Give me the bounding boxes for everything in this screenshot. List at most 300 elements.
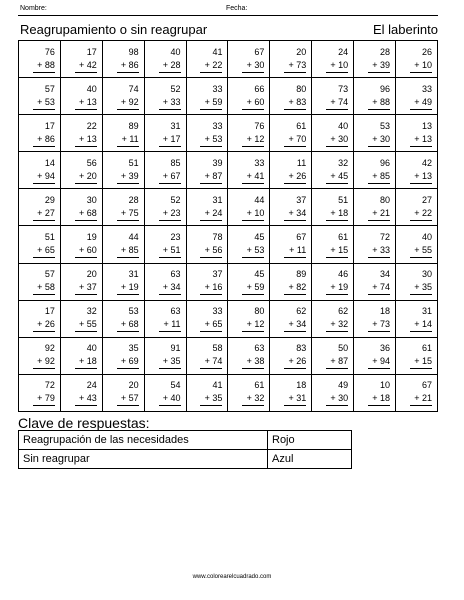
addition-problem xyxy=(75,120,97,147)
addition-problem xyxy=(368,342,390,369)
addition-problem xyxy=(159,83,181,110)
maze-cell[interactable] xyxy=(102,300,144,337)
maze-cell[interactable] xyxy=(186,226,228,263)
addend-top: 62 xyxy=(338,306,349,317)
addend-bottom: + 85 xyxy=(368,170,390,184)
addition-problem xyxy=(117,268,139,295)
addition-problem xyxy=(159,157,181,184)
addend-top: 67 xyxy=(421,380,432,391)
addend-top: 76 xyxy=(44,46,55,57)
maze-cell[interactable] xyxy=(270,78,312,115)
maze-cell[interactable] xyxy=(102,337,144,374)
addend-bottom: + 70 xyxy=(284,133,306,147)
addition-problem xyxy=(159,342,181,369)
grid-row xyxy=(19,263,438,300)
addend-top: 32 xyxy=(86,306,97,317)
addend-top: 27 xyxy=(421,194,432,205)
maze-cell[interactable] xyxy=(19,374,61,411)
addition-problem xyxy=(117,342,139,369)
addend-bottom: + 88 xyxy=(33,59,55,73)
addition-problem xyxy=(242,120,264,147)
addend-bottom: + 51 xyxy=(159,244,181,258)
maze-cell[interactable] xyxy=(396,300,438,337)
addend-top: 37 xyxy=(212,269,223,280)
addend-top: 73 xyxy=(338,83,349,94)
addition-problem xyxy=(326,194,348,221)
addition-problem xyxy=(242,342,264,369)
maze-cell[interactable] xyxy=(228,374,270,411)
addend-top: 53 xyxy=(380,120,391,131)
maze-cell[interactable] xyxy=(19,226,61,263)
maze-cell[interactable] xyxy=(396,226,438,263)
maze-cell[interactable] xyxy=(144,41,186,78)
maze-cell[interactable] xyxy=(186,337,228,374)
maze-cell[interactable] xyxy=(19,263,61,300)
maze-cell[interactable] xyxy=(186,152,228,189)
maze-cell[interactable] xyxy=(144,263,186,300)
maze-cell[interactable] xyxy=(60,115,102,152)
addend-top: 51 xyxy=(338,194,349,205)
addend-bottom: + 74 xyxy=(326,96,348,110)
maze-cell[interactable] xyxy=(354,152,396,189)
maze-cell[interactable] xyxy=(228,115,270,152)
addend-bottom: + 87 xyxy=(326,355,348,369)
addend-bottom: + 41 xyxy=(242,170,264,184)
addition-problem xyxy=(200,231,222,258)
addend-top: 23 xyxy=(170,232,181,243)
addend-bottom: + 68 xyxy=(117,318,139,332)
maze-cell[interactable] xyxy=(186,263,228,300)
addend-bottom: + 59 xyxy=(242,281,264,295)
maze-cell[interactable] xyxy=(19,152,61,189)
addition-problem xyxy=(368,379,390,406)
addend-top: 11 xyxy=(296,157,307,168)
maze-cell[interactable] xyxy=(270,263,312,300)
addend-bottom: + 34 xyxy=(284,318,306,332)
addend-top: 72 xyxy=(44,380,55,391)
addition-problem xyxy=(410,342,432,369)
addition-problem xyxy=(117,83,139,110)
maze-cell[interactable] xyxy=(19,300,61,337)
maze-cell[interactable] xyxy=(228,263,270,300)
maze-cell[interactable] xyxy=(19,337,61,374)
addition-problem xyxy=(284,120,306,147)
addend-bottom: + 82 xyxy=(284,281,306,295)
maze-cell[interactable] xyxy=(60,300,102,337)
addend-top: 72 xyxy=(380,232,391,243)
addend-top: 51 xyxy=(128,157,139,168)
addend-top: 44 xyxy=(128,232,139,243)
maze-cell[interactable] xyxy=(19,115,61,152)
maze-cell[interactable] xyxy=(228,189,270,226)
addend-top: 28 xyxy=(128,194,139,205)
addend-top: 40 xyxy=(86,343,97,354)
addition-problem xyxy=(117,305,139,332)
maze-cell[interactable] xyxy=(396,337,438,374)
maze-cell[interactable] xyxy=(396,152,438,189)
addend-bottom: + 92 xyxy=(117,96,139,110)
addend-bottom: + 49 xyxy=(410,96,432,110)
addend-bottom: + 86 xyxy=(33,133,55,147)
addend-bottom: + 65 xyxy=(33,244,55,258)
addend-bottom: + 33 xyxy=(368,244,390,258)
addition-problem xyxy=(284,83,306,110)
addend-bottom: + 30 xyxy=(326,392,348,406)
addend-top: 80 xyxy=(380,194,391,205)
addition-problem xyxy=(284,379,306,406)
key-row xyxy=(19,450,352,469)
maze-cell[interactable] xyxy=(228,41,270,78)
maze-cell[interactable] xyxy=(312,189,354,226)
maze-cell[interactable] xyxy=(144,152,186,189)
worksheet-title: Reagrupamiento o sin reagrupar xyxy=(20,22,208,37)
addition-problem xyxy=(284,305,306,332)
addition-problem xyxy=(117,379,139,406)
addend-top: 24 xyxy=(338,46,349,57)
addend-top: 17 xyxy=(86,46,97,57)
addend-top: 33 xyxy=(212,83,223,94)
addend-bottom: + 42 xyxy=(75,59,97,73)
addend-bottom: + 18 xyxy=(368,392,390,406)
addend-top: 37 xyxy=(296,194,307,205)
addend-top: 54 xyxy=(170,380,181,391)
maze-cell[interactable] xyxy=(396,374,438,411)
maze-cell[interactable] xyxy=(270,152,312,189)
addition-problem xyxy=(242,83,264,110)
addend-bottom: + 57 xyxy=(117,392,139,406)
maze-cell[interactable] xyxy=(354,115,396,152)
maze-cell[interactable] xyxy=(312,152,354,189)
addend-top: 33 xyxy=(254,157,265,168)
addend-bottom: + 22 xyxy=(200,59,222,73)
addend-bottom: + 37 xyxy=(75,281,97,295)
addend-top: 83 xyxy=(296,343,307,354)
maze-cell[interactable] xyxy=(228,78,270,115)
addition-problem xyxy=(117,231,139,258)
addend-top: 34 xyxy=(380,269,391,280)
maze-cell[interactable] xyxy=(354,374,396,411)
addition-problem xyxy=(117,46,139,73)
maze-cell[interactable] xyxy=(186,78,228,115)
addition-problem xyxy=(284,231,306,258)
addend-top: 42 xyxy=(421,157,432,168)
maze-cell[interactable] xyxy=(186,374,228,411)
addition-problem xyxy=(284,194,306,221)
maze-cell[interactable] xyxy=(270,115,312,152)
addend-bottom: + 34 xyxy=(284,207,306,221)
addition-problem xyxy=(368,120,390,147)
addend-bottom: + 53 xyxy=(33,96,55,110)
addend-bottom: + 16 xyxy=(200,281,222,295)
maze-cell[interactable] xyxy=(19,189,61,226)
addition-problem xyxy=(75,157,97,184)
maze-cell[interactable] xyxy=(228,337,270,374)
addend-top: 35 xyxy=(128,343,139,354)
maze-cell[interactable] xyxy=(396,115,438,152)
addend-top: 62 xyxy=(296,306,307,317)
addend-bottom: + 14 xyxy=(410,318,432,332)
addend-bottom: + 53 xyxy=(200,133,222,147)
addend-bottom: + 12 xyxy=(242,318,264,332)
addition-problem xyxy=(200,268,222,295)
maze-cell[interactable] xyxy=(60,374,102,411)
maze-cell[interactable] xyxy=(354,78,396,115)
fecha-label: Fecha: xyxy=(226,5,248,12)
addition-problem xyxy=(33,120,55,147)
addend-bottom: + 10 xyxy=(242,207,264,221)
maze-cell[interactable] xyxy=(270,300,312,337)
addition-problem xyxy=(75,194,97,221)
maze-cell[interactable] xyxy=(354,189,396,226)
addition-problem xyxy=(200,157,222,184)
maze-cell[interactable] xyxy=(60,189,102,226)
maze-cell[interactable] xyxy=(312,41,354,78)
addition-problem xyxy=(33,305,55,332)
addend-top: 96 xyxy=(380,157,391,168)
addition-problem xyxy=(410,231,432,258)
addition-problem xyxy=(159,305,181,332)
addend-top: 20 xyxy=(128,380,139,391)
maze-cell[interactable] xyxy=(312,263,354,300)
addend-top: 20 xyxy=(296,46,307,57)
maze-cell[interactable] xyxy=(312,115,354,152)
addend-bottom: + 74 xyxy=(368,281,390,295)
addition-problem xyxy=(284,46,306,73)
maze-cell[interactable] xyxy=(60,78,102,115)
addend-top: 61 xyxy=(296,120,307,131)
addend-top: 91 xyxy=(170,343,181,354)
addend-top: 40 xyxy=(338,120,349,131)
addend-bottom: + 60 xyxy=(242,96,264,110)
addend-bottom: + 39 xyxy=(117,170,139,184)
maze-cell[interactable] xyxy=(144,226,186,263)
addend-bottom: + 30 xyxy=(326,133,348,147)
addend-bottom: + 35 xyxy=(159,355,181,369)
title-bar xyxy=(18,20,438,38)
name-date-header xyxy=(18,4,438,16)
grid-row xyxy=(19,226,438,263)
maze-cell[interactable] xyxy=(102,78,144,115)
addend-top: 18 xyxy=(296,380,307,391)
maze-cell[interactable] xyxy=(19,78,61,115)
addend-bottom: + 10 xyxy=(410,59,432,73)
maze-cell[interactable] xyxy=(144,189,186,226)
addition-problem xyxy=(410,194,432,221)
grid-row xyxy=(19,41,438,78)
addend-top: 53 xyxy=(128,306,139,317)
addition-problem xyxy=(33,268,55,295)
maze-cell[interactable] xyxy=(144,115,186,152)
addend-top: 78 xyxy=(212,232,223,243)
maze-cell[interactable] xyxy=(396,78,438,115)
maze-cell[interactable] xyxy=(102,263,144,300)
addend-bottom: + 86 xyxy=(117,59,139,73)
addend-top: 67 xyxy=(296,232,307,243)
addend-top: 31 xyxy=(128,269,139,280)
maze-cell[interactable] xyxy=(60,263,102,300)
maze-cell[interactable] xyxy=(186,115,228,152)
addend-top: 61 xyxy=(254,380,265,391)
addend-bottom: + 13 xyxy=(410,133,432,147)
addend-bottom: + 94 xyxy=(368,355,390,369)
addend-top: 26 xyxy=(421,46,432,57)
addend-top: 63 xyxy=(170,269,181,280)
addend-top: 33 xyxy=(212,306,223,317)
maze-cell[interactable] xyxy=(312,374,354,411)
addition-problem xyxy=(159,268,181,295)
maze-cell[interactable] xyxy=(396,189,438,226)
addend-bottom: + 30 xyxy=(242,59,264,73)
addend-bottom: + 18 xyxy=(326,207,348,221)
addition-problem xyxy=(117,157,139,184)
addition-problem xyxy=(326,305,348,332)
maze-cell[interactable] xyxy=(354,300,396,337)
addend-bottom: + 79 xyxy=(33,392,55,406)
addition-problem xyxy=(368,83,390,110)
addition-problem xyxy=(200,46,222,73)
maze-cell[interactable] xyxy=(102,152,144,189)
addition-problem xyxy=(410,268,432,295)
maze-cell[interactable] xyxy=(102,374,144,411)
addend-bottom: + 40 xyxy=(159,392,181,406)
addend-top: 58 xyxy=(212,343,223,354)
addend-bottom: + 38 xyxy=(242,355,264,369)
addition-problem xyxy=(75,268,97,295)
grid-row xyxy=(19,78,438,115)
addend-bottom: + 75 xyxy=(117,207,139,221)
addend-top: 80 xyxy=(296,83,307,94)
nombre-label: Nombre: xyxy=(20,5,47,12)
addend-bottom: + 19 xyxy=(117,281,139,295)
addition-problem xyxy=(368,194,390,221)
maze-cell[interactable] xyxy=(312,337,354,374)
addend-top: 45 xyxy=(254,232,265,243)
maze-cell[interactable] xyxy=(144,374,186,411)
addition-problem xyxy=(33,231,55,258)
addition-problem xyxy=(75,305,97,332)
maze-cell[interactable] xyxy=(102,115,144,152)
maze-cell[interactable] xyxy=(102,226,144,263)
maze-cell[interactable] xyxy=(270,337,312,374)
maze-cell[interactable] xyxy=(354,263,396,300)
addend-top: 44 xyxy=(254,194,265,205)
addend-bottom: + 20 xyxy=(75,170,97,184)
maze-cell[interactable] xyxy=(270,226,312,263)
maze-cell[interactable] xyxy=(60,152,102,189)
addend-top: 74 xyxy=(128,83,139,94)
addition-problem xyxy=(159,46,181,73)
addend-bottom: + 13 xyxy=(410,170,432,184)
maze-cell[interactable] xyxy=(144,337,186,374)
addend-top: 52 xyxy=(170,83,181,94)
maze-cell[interactable] xyxy=(270,189,312,226)
addend-bottom: + 32 xyxy=(242,392,264,406)
addend-top: 24 xyxy=(86,380,97,391)
maze-cell[interactable] xyxy=(312,226,354,263)
addend-bottom: + 13 xyxy=(75,96,97,110)
maze-cell[interactable] xyxy=(312,300,354,337)
addend-top: 22 xyxy=(86,120,97,131)
maze-cell[interactable] xyxy=(396,263,438,300)
grid-row xyxy=(19,374,438,411)
addend-top: 29 xyxy=(44,194,55,205)
addend-top: 63 xyxy=(170,306,181,317)
addition-problem xyxy=(75,379,97,406)
addition-problem xyxy=(200,379,222,406)
addition-problem xyxy=(159,231,181,258)
addend-bottom: + 60 xyxy=(75,244,97,258)
addend-bottom: + 11 xyxy=(159,318,181,332)
addend-top: 63 xyxy=(254,343,265,354)
addend-top: 33 xyxy=(212,120,223,131)
maze-cell[interactable] xyxy=(270,374,312,411)
addition-problem xyxy=(326,120,348,147)
addend-bottom: + 73 xyxy=(368,318,390,332)
maze-cell[interactable] xyxy=(186,300,228,337)
maze-grid xyxy=(18,40,438,412)
maze-cell[interactable] xyxy=(228,226,270,263)
maze-cell[interactable] xyxy=(354,337,396,374)
addition-problem xyxy=(284,268,306,295)
addition-problem xyxy=(326,46,348,73)
addition-problem xyxy=(159,194,181,221)
maze-cell[interactable] xyxy=(396,41,438,78)
addition-problem xyxy=(368,157,390,184)
answer-key-table xyxy=(18,430,352,469)
addition-problem xyxy=(200,120,222,147)
maze-cell[interactable] xyxy=(270,41,312,78)
maze-cell[interactable] xyxy=(144,300,186,337)
addend-bottom: + 28 xyxy=(159,59,181,73)
addend-top: 31 xyxy=(212,194,223,205)
maze-cell[interactable] xyxy=(144,78,186,115)
maze-cell[interactable] xyxy=(228,152,270,189)
addend-top: 89 xyxy=(128,120,139,131)
addend-top: 10 xyxy=(380,380,391,391)
addend-top: 17 xyxy=(44,306,55,317)
maze-cell[interactable] xyxy=(312,78,354,115)
maze-cell[interactable] xyxy=(102,41,144,78)
addend-top: 92 xyxy=(44,343,55,354)
addend-bottom: + 45 xyxy=(326,170,348,184)
addend-top: 80 xyxy=(254,306,265,317)
maze-cell[interactable] xyxy=(19,41,61,78)
addend-top: 57 xyxy=(44,83,55,94)
maze-cell[interactable] xyxy=(354,226,396,263)
addition-problem xyxy=(75,46,97,73)
maze-cell[interactable] xyxy=(354,41,396,78)
maze-cell[interactable] xyxy=(60,41,102,78)
addition-problem xyxy=(410,46,432,73)
maze-cell[interactable] xyxy=(60,337,102,374)
maze-cell[interactable] xyxy=(186,189,228,226)
addition-problem xyxy=(326,83,348,110)
addition-problem xyxy=(242,379,264,406)
addition-problem xyxy=(242,194,264,221)
maze-cell[interactable] xyxy=(186,41,228,78)
addend-bottom: + 18 xyxy=(75,355,97,369)
maze-cell[interactable] xyxy=(102,189,144,226)
footer-url: www.colorearelcuadrado.com xyxy=(192,574,272,580)
grid-row xyxy=(19,189,438,226)
maze-cell[interactable] xyxy=(60,226,102,263)
addend-bottom: + 11 xyxy=(284,244,306,258)
maze-cell[interactable] xyxy=(228,300,270,337)
addition-problem xyxy=(33,46,55,73)
addend-bottom: + 34 xyxy=(159,281,181,295)
addend-top: 30 xyxy=(86,194,97,205)
addition-problem xyxy=(410,157,432,184)
